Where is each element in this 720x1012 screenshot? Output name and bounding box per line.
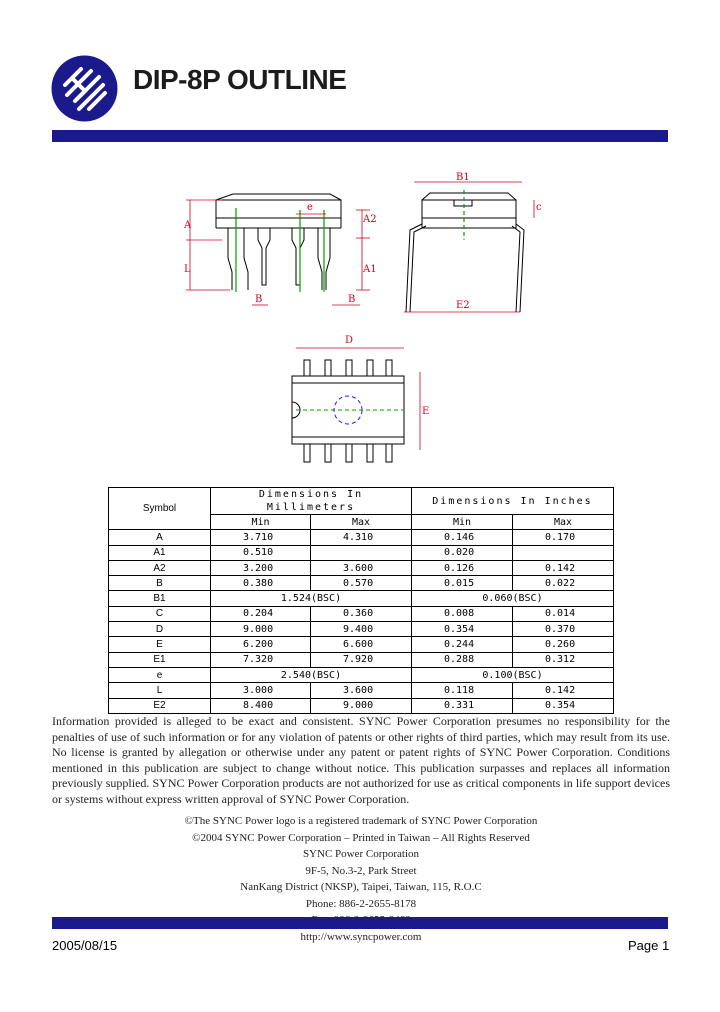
table-row — [109, 560, 614, 575]
mm-header: Dimensions In Millimeters — [211, 488, 412, 515]
label-b: B — [255, 294, 263, 305]
table-cell: 0.015 — [412, 576, 513, 591]
footer-line: ©The SYNC Power logo is a registered trademark of SYNC Power Corporation — [184, 815, 538, 827]
table-cell: 7.320 — [211, 652, 311, 667]
table-cell: 0.244 — [412, 637, 513, 652]
bottom-divider-bar — [52, 917, 668, 929]
label-a2: A2 — [363, 214, 377, 225]
sync-power-logo — [51, 55, 118, 122]
label-e-pitch: e — [307, 202, 313, 213]
table-cell: 0.360 — [311, 606, 412, 621]
table-cell: 3.710 — [211, 530, 311, 545]
dimensions-table — [108, 487, 614, 714]
table-row — [109, 683, 614, 698]
footer-line: SYNC Power Corporation — [302, 848, 420, 860]
page-number: Page 1 — [628, 938, 670, 953]
table-cell: 3.200 — [211, 560, 311, 575]
table-cell: 0.022 — [513, 576, 614, 591]
table-cell: 0.354 — [513, 698, 614, 713]
table-cell: C — [109, 606, 211, 621]
table-cell: E1 — [109, 652, 211, 667]
symbol-header: Symbol — [109, 488, 211, 530]
table-row — [109, 698, 614, 713]
table-cell: 3.600 — [311, 683, 412, 698]
table-row — [109, 576, 614, 591]
table-cell: 0.142 — [513, 560, 614, 575]
table-cell: 0.510 — [211, 545, 311, 560]
table-row — [109, 591, 614, 606]
mm-max-header: Max — [311, 515, 412, 530]
page-title: DIP-8P OUTLINE — [133, 64, 347, 95]
table-cell: e — [109, 667, 211, 682]
label-b1: B1 — [456, 172, 470, 183]
table-cell: 0.354 — [412, 622, 513, 637]
table-cell: 1.524(BSC) — [211, 591, 412, 606]
table-cell: 0.370 — [513, 622, 614, 637]
table-cell: 9.400 — [311, 622, 412, 637]
table-cell: 0.020 — [412, 545, 513, 560]
label-a: A — [184, 220, 192, 231]
label-b-right: B — [348, 294, 356, 305]
top-divider-bar — [52, 130, 668, 142]
table-cell: 0.118 — [412, 683, 513, 698]
table-row — [109, 652, 614, 667]
table-cell: 0.126 — [412, 560, 513, 575]
table-cell: D — [109, 622, 211, 637]
table-cell: 0.060(BSC) — [412, 591, 614, 606]
table-cell: 0.288 — [412, 652, 513, 667]
footer-line: ©2004 SYNC Power Corporation – Printed in Taiwan – All Rights Reserved — [192, 831, 530, 844]
label-a1: A1 — [363, 264, 377, 275]
table-row — [109, 530, 614, 545]
footer-line: 9F-5, No.3-2, Park Street — [305, 864, 417, 877]
table-cell: 0.014 — [513, 606, 614, 621]
table-row — [109, 667, 614, 682]
table-cell: B1 — [109, 591, 211, 606]
table-cell: A — [109, 530, 211, 545]
label-e: E — [422, 406, 430, 417]
table-cell: L — [109, 683, 211, 698]
table-cell: 8.400 — [211, 698, 311, 713]
table-cell: 2.540(BSC) — [211, 667, 412, 682]
footer-line: NanKang District (NKSP), Taipei, Taiwan, 115, R.O.C — [240, 881, 482, 893]
disclaimer-text: Information provided is alleged to be exact and consistent. SYNC Power Corporation presumes no responsibility for the penalties of use of such information or for any violation of patents or other rights of third parties, which may result from its use. No license is granted by allegation or otherwise under any patent or patent rights of SYNC Power Corporation. Conditions mentioned in this publication are subject to change without notice. This publication surpasses and replaces all information previously supplied. SYNC Power Corporation products are not authorized for use as critical components in life support devices or systems without express written approval of SYNC Power Corporation. — [52, 714, 670, 806]
footer-date: 2005/08/15 — [52, 938, 118, 953]
table-cell: 4.310 — [311, 530, 412, 545]
table-cell: B — [109, 576, 211, 591]
table-cell: 0.312 — [513, 652, 614, 667]
table-row — [109, 622, 614, 637]
label-e2: E2 — [456, 300, 470, 311]
table-cell: 0.008 — [412, 606, 513, 621]
table-cell: 0.570 — [311, 576, 412, 591]
table-cell: 6.200 — [211, 637, 311, 652]
in-header: Dimensions In Inches — [412, 488, 614, 515]
table-cell — [513, 545, 614, 560]
table-cell: 0.100(BSC) — [412, 667, 614, 682]
table-cell: 7.920 — [311, 652, 412, 667]
in-min-header: Min — [412, 515, 513, 530]
table-cell: A1 — [109, 545, 211, 560]
table-cell: 0.204 — [211, 606, 311, 621]
in-max-header: Max — [513, 515, 614, 530]
table-cell — [311, 545, 412, 560]
table-cell: 9.000 — [311, 698, 412, 713]
table-cell: E — [109, 637, 211, 652]
table-cell: 0.331 — [412, 698, 513, 713]
label-d: D — [345, 335, 354, 346]
label-c: c — [536, 202, 542, 213]
table-cell: 9.000 — [211, 622, 311, 637]
mm-min-header: Min — [211, 515, 311, 530]
table-cell: 0.170 — [513, 530, 614, 545]
table-cell: 0.380 — [211, 576, 311, 591]
table-cell: 0.142 — [513, 683, 614, 698]
table-cell: 3.000 — [211, 683, 311, 698]
table-cell: E2 — [109, 698, 211, 713]
dip8-outline-drawing — [150, 165, 580, 470]
table-row — [109, 545, 614, 560]
table-cell: A2 — [109, 560, 211, 575]
table-row — [109, 637, 614, 652]
label-l: L — [184, 264, 191, 275]
table-cell: 6.600 — [311, 637, 412, 652]
footer-line: http://www.syncpower.com — [300, 930, 422, 943]
footer-line: Phone: 886-2-2655-8178 — [305, 897, 417, 910]
table-cell: 0.146 — [412, 530, 513, 545]
table-row — [109, 606, 614, 621]
table-cell: 3.600 — [311, 560, 412, 575]
table-cell: 0.260 — [513, 637, 614, 652]
